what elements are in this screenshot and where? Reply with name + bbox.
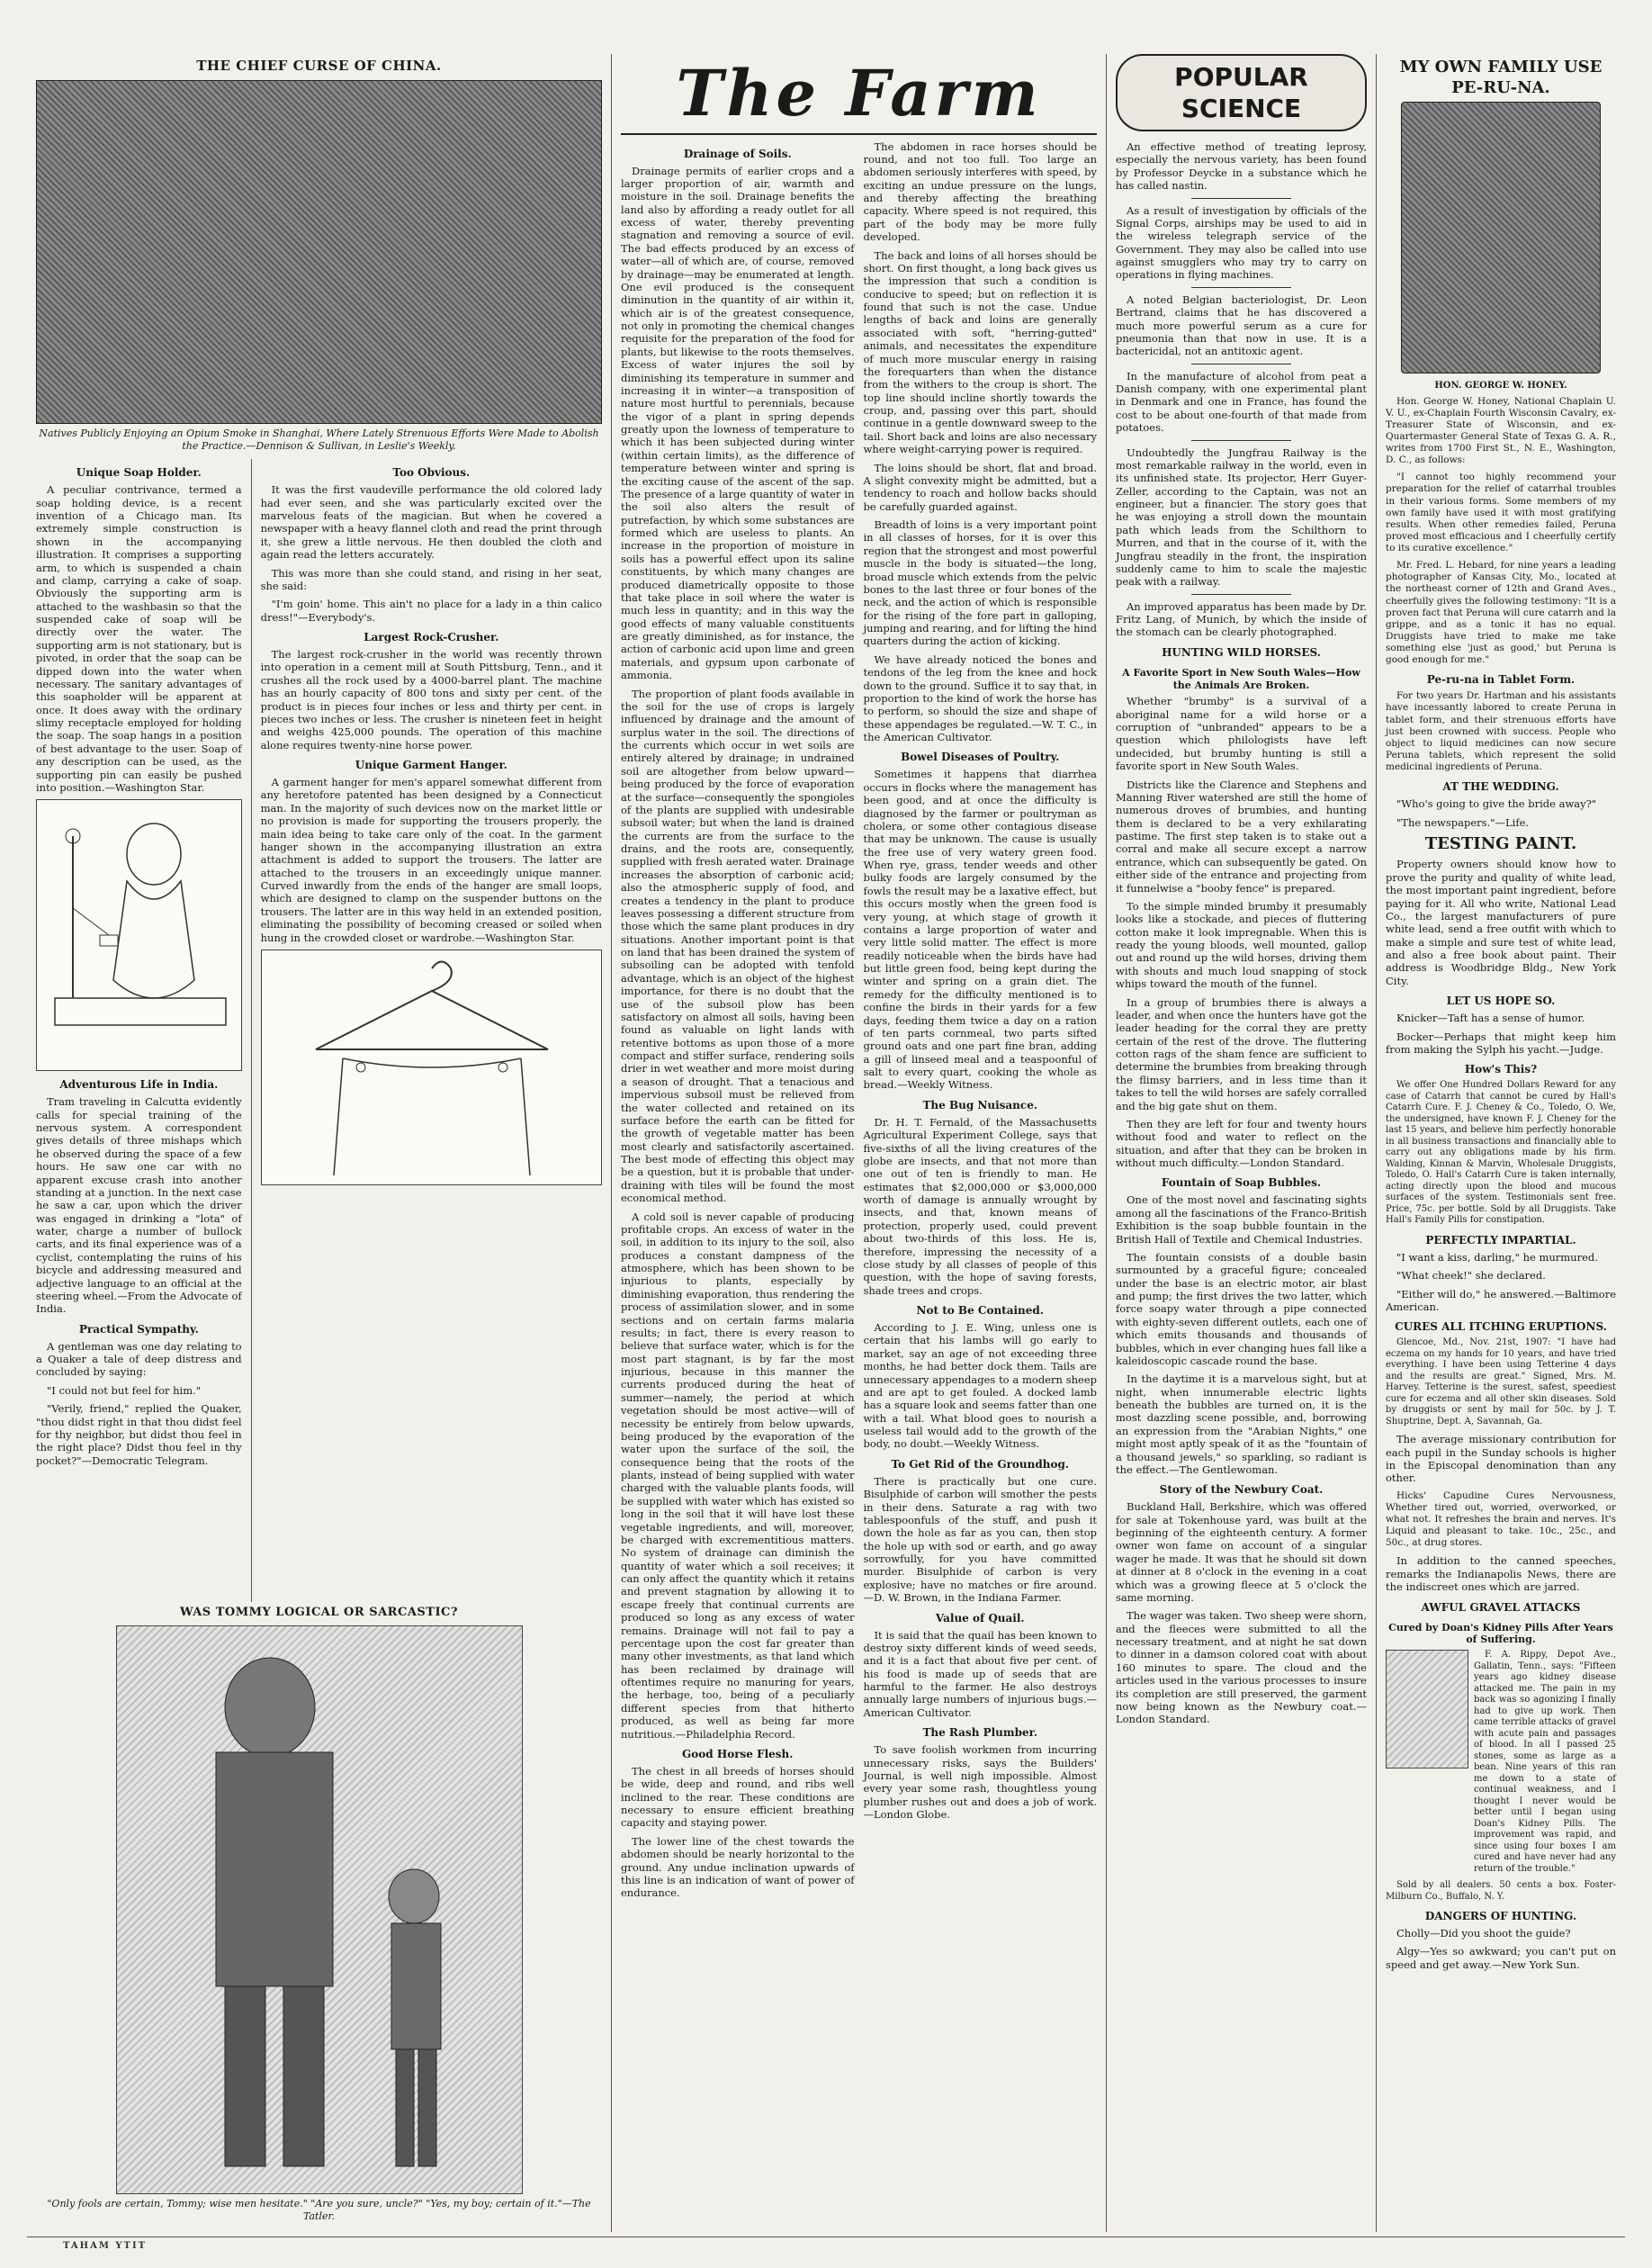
contained-heading: Not to Be Contained. <box>916 1304 1044 1317</box>
farm-two-column <box>621 140 1097 1905</box>
tommy-caption: "Only fools are certain, Tommy; wise men hesitate." "Are you sure, uncle?" "Yes, my boy; certain of it."—The Tatler. <box>47 2198 591 2222</box>
missionary-text: The average missionary contribution for each pupil in the Sunday schools is higher in the Episcopal denomination than any other. <box>1386 1433 1616 1485</box>
rock-crusher-text: The largest rock-crusher in the world was recently thrown into operation in a cement mill at South Pittsburg, Tenn., and it crushes all the rock used by a 4000-barrel plant. The machine has an hourly capacity of 800 tons and sixty per cent. of the product is in pieces four inches or less and thirty per cent. in pieces two inches or less. The crusher is nineteen feet in height and weighs 425,000 pounds. The operation of this machine alone requires twenty-nine horse power. <box>260 648 602 752</box>
wedding-text-2: "The newspapers."—Life. <box>1396 815 1530 829</box>
paint-heading: TESTING PAINT. <box>1424 833 1577 853</box>
drainage-text-1: Drainage permits of earlier crops and a larger proportion of air, warmth and moisture in the soil. Drainage benefits the land also by affording a ready outlet for all excess of water, thereby preventing stagnation and removing a source of evil. The bad effects produced by an excess of water—all of which are, of course, removed by drainage—may be enumerated at length. One evil produced is the consequent diminution in the quantity of air within it, which air is of the greatest consequence, not only in promoting the chemical changes requisite for the preparation of the food for plants, but likewise to the roots themselves. Excess of water injures the soil by diminishing its temperature in summer and increasing it in winter—a transposition of nature most hurtful to perennials, because the vigor of a plant in spring depends greatly upon the lowness of temperature to which it has been subjected during winter (within certain limits), as the difference of temperature between winter and spring is the exciting cause of the ascent of the sap. The presence of a large quantity of water in the soil also alters the result of putrefaction, by which some substances are formed which are useless to plants. An increase in the proportion of moisture in soils has a powerful effect upon its saline constituents, by which many changes are produced diametrically opposite to those that take place in soil where the water is much less in quantity; and in this way the good effects of many valuable constituents are greatly diminished, as for instance, the action of carbonic acid upon lime and green materials, and gypsum upon carbonate of ammonia. <box>621 164 855 682</box>
impartial-heading: PERFECTLY IMPARTIAL. <box>1425 1233 1576 1246</box>
garment-hanger-illustration <box>261 950 602 1185</box>
bug-heading: The Bug Nuisance. <box>922 1098 1038 1112</box>
tommy-section <box>27 1602 611 2232</box>
bubbles-text-1: One of the most novel and fascinating sights among all the fascinations of the Franco-British Exhibition is the soap bubble fountain in the British Hall of Textile and Chemical Industries. <box>1116 1193 1367 1246</box>
hunting-text-1: Cholly—Did you shoot the guide? <box>1396 1927 1571 1940</box>
too-obvious-text-3: "I'm goin' home. This ain't no place for a lady in a thin calico dress!"—Everybody's. <box>260 598 602 624</box>
horse-text-5: The loins should be short, flat and broad. A slight convexity might be admitted, but a tendency to roach and hollow backs should be carefully guarded against. <box>863 461 1097 513</box>
hope-heading: LET US HOPE SO. <box>1446 994 1556 1008</box>
footer-strip <box>27 2236 1625 2259</box>
india-text: Tram traveling in Calcutta evidently calls for special training of the nervous system. A correspondent gives details of three mishaps which he observed during the space of a few hours. He saw one car with no apparent excuse crash into another standing at a junction. In the next case he saw a car, upon which the driver was engaged in drinking a "lota" of water, charge a number of bullock carts, and its final experience was of a cyclist, contemplating the ruins of his bicycle and addressing measured and adjective language to an official at the steering wheel.—From the Advocate of India. <box>36 1095 242 1316</box>
science-text-4: In the manufacture of alcohol from peat a Danish company, with one experimental plant in Denmark and one in France, has found the cost to be about one-fourth of that made from potatoes. <box>1116 369 1367 435</box>
wild-horses-text-1: Whether "brumby" is a survival of a aboriginal name for a wild horse or a corruption of "unbranded" appears to be a question which philologists have left undecided, but brumby hunting is still a favorite sport in New South Wales. <box>1116 695 1367 773</box>
newbury-coat-text-2: The wager was taken. Two sheep were shorn, and the fleeces were submitted to all the necessary treatment, and at night he sat down to dinner in a damson colored coat with about 160 minutes to spare. The cloud and the articles used in the various processes to insure its completion are still preserved, the garment now being known as the Newbury coat.—London Standard. <box>1116 1609 1367 1726</box>
soap-holder-heading: Unique Soap Holder. <box>76 466 202 480</box>
science-text-6: An improved apparatus has been made by Dr. Fritz Lang, of Munich, by which the inside of the stomach can be clearly photographed. <box>1116 599 1367 639</box>
drainage-text-2: The proportion of plant foods available in the soil for the use of crops is largely influenced by drainage and the amount of surplus water in the soil. The directions of the currents which occur in wet soils are entirely altered by drainage; in undrained soil are altogether from below upward—being produced by the force of evaporation at the surface—consequently the spongioles of the plants are supplied with undesirable subsoil water; but when the land is drained the currents are from the surface to the drains, and the roots are, consequently, supplied with fresh aerated water. Drainage increases the absorption of carbonic acid; also the atmospheric supply of food, and creates a tendency in the plant to produce leaves possessing a different structure from those which the same plant produces in dry situations. Another important point is that on land that has been drained the system of subsoiling can be adopted with tenfold advantage, which is an object of the highest importance, for there is no doubt that the use of the subsoil plow has been satisfactory on almost all soils, having been found as valuable on light lands with retentive bottoms as upon those of a more compact and stiffer surface, rendering soils drier in wet weather and more moist during a season of drought. That a tenacious and impervious subsoil must be relieved from the water collected and retained on its surface before the earth can be fitted for the growth of vegetable matter has been most clearly and satisfactorily ascertained. The best mode of effecting this object may be a question, but it is probable that under-draining with tiles will be found the most economical method. <box>621 687 855 1205</box>
bug-text: Dr. H. T. Fernald, of the Massachusetts Agricultural Experiment College, says that five-sixths of all the living creatures of the globe are insects, and that not more than one out of ten is friendly to man. He estimates that $2,000,000 or $3,000,000 worth of damage is annually wrought by insects, and that, known means of protection, properly used, could prevent about two-thirds of this loss. He is, therefore, impressing the necessity of a close study by all classes of people of this question, with the hope of saving forests, shade trees and crops. <box>863 1115 1097 1297</box>
rippy-portrait <box>1386 1650 1468 1768</box>
wild-horses-text-5: Then they are left for four and twenty hours without food and water to reflect on the situation, and after that they can be broken in without much difficulty.—London Standard. <box>1116 1117 1367 1169</box>
sympathy-heading: Practical Sympathy. <box>78 1322 199 1336</box>
science-text-3: A noted Belgian bacteriologist, Dr. Leon Bertrand, claims that he has discovered a much more powerful serum as a cure for pneumonia than that now in use. It is a bactericidal, not an antitoxic agent. <box>1116 292 1367 358</box>
honey-portrait <box>1401 102 1601 374</box>
speeches-text: In addition to the canned speeches, remarks the Indianapolis News, there are the indiscreet ones which are jarred. <box>1386 1554 1616 1594</box>
hows-heading: How's This? <box>1464 1063 1538 1076</box>
wild-horses-heading: HUNTING WILD HORSES. <box>1162 645 1321 659</box>
portrait-caption: HON. GEORGE W. HONEY. <box>1434 381 1567 391</box>
column-farm <box>612 54 1107 2232</box>
drainage-heading: Drainage of Soils. <box>683 147 792 160</box>
horse-text-3: The abdomen in race horses should be round, and not too full. Too large an abdomen seriously interferes with speed, by exciting an undue pressure on the lungs, and thereby affecting the breathing capacity. Where speed is not required, this part of the body may be more fully developed. <box>863 140 1097 244</box>
column-science <box>1107 54 1377 2232</box>
sympathy-text-1: A gentleman was one day relating to a Quaker a tale of deep distress and concluded by saying: <box>36 1339 242 1379</box>
divider <box>1191 287 1292 288</box>
peruna-text-1: Hon. George W. Honey, National Chaplain U. V. U., ex-Chaplain Fourth Wisconsin Cavalry, ex-Treasurer State of Wisconsin, and ex-Quartermaster General State of Texas G. A. R., writes from 1700 First St., N. E., Washington, D. C., as follows: <box>1386 395 1616 466</box>
gravel-subheading: Cured by Doan's Kidney Pills After Years of Suffering. <box>1388 1621 1613 1646</box>
impartial-text-3: "Either will do," he answered.—Baltimore American. <box>1386 1287 1616 1313</box>
groundhog-text: There is practically but one cure. Bisulphide of carbon will smother the pests in their dens. Saturate a rag with two tablespoonfuls of the stuff, and push it down the hole as far as you can, then stop the hole up with sod or earth, and go away sorrowfully, for you have committed murder. Bisulphide of carbon is very explosive; have no matches or fire around.—D. W. Brown, in the Indiana Farmer. <box>863 1474 1097 1605</box>
soap-holder-illustration <box>36 799 242 1071</box>
column-2 <box>252 459 611 1602</box>
science-text-5: Undoubtedly the Jungfrau Railway is the most remarkable railway in the world, even in its unfinished state. Its projector, Herr Guyer-Zeller, according to the Captain, was not an engineer, but a financier. The story goes that he was enjoying a stroll down the mountain path which leads from the Schilthorn to Murren, and that in the course of it, with the Jungfrau steadily in the front, the inspiration suddenly came to him to scale the majestic peak with a railway. <box>1116 446 1367 589</box>
column-ads <box>1377 54 1625 2232</box>
column-1 <box>27 54 612 2232</box>
tablet-heading: Pe-ru-na in Tablet Form. <box>1426 673 1576 687</box>
poultry-heading: Bowel Diseases of Poultry. <box>901 751 1060 764</box>
peruna-text-3: Mr. Fred. L. Hebard, for nine years a leading photographer of Kansas City, Mo., located at the northeast corner of 12th and Grand Aves., cheerfully gives the following testimony: "It is a proven fact that Peruna will cure catarrh and la grippe, and as a tonic it has no equal. Druggists have tried to make me take something else 'just as good,' but Peruna is good enough for me." <box>1386 560 1616 666</box>
newbury-coat-heading: Story of the Newbury Coat. <box>1159 1483 1324 1497</box>
gravel-text-2: Sold by all dealers. 50 cents a box. Foster-Milburn Co., Buffalo, N. Y. <box>1386 1880 1616 1902</box>
hunting-heading: DANGERS OF HUNTING. <box>1424 1910 1577 1922</box>
paint-text: Property owners should know how to prove the purity and quality of white lead, the most important paint ingredient, before paying for it. All who write, National Lead Co., the largest manufacturers of pure white lead, send a free outfit with which to make a simple and sure test of white lead, and also a free book about paint. Their address is Woodbridge Bldg., New York City. <box>1386 858 1616 987</box>
drainage-text-3: A cold soil is never capable of producing profitable crops. An excess of water in the soil, in addition to its injury to the soil, also produces a constant dampness of the atmosphere, which has been shown to be injurious to plants, especially by diminishing evaporation, thus rendering the process of assimilation slower, and in some sections and on certain farms malaria results; in fact, there is every reason to believe that surface water, which is for the most part stagnant, is by far the most injurious, because in this manner the currents produced during the heat of summer—namely, the period at which vegetation should be most active—will of necessity be entirely from below upwards, being produced by the evaporation of the water upon the surface of the soil, the consequence being that the roots of the plants, instead of being supplied with water charged with the valuable plants foods, will be supplied with water which has existed so long in the soil that it will have lost these vegetable ingredients, and will, moreover, be charged with excrementitious matters. No system of drainage can diminish the quantity of water which a soil receives; it can only affect the quantity which it retains and prevent stagnation by allowing it to escape freely that continual currents are produced so long as any excess of water remains. Drainage will not fail to pay a percentage upon the cost far greater than many other investments, as that land which has been reclaimed by drainage will oftentimes require no manuring for years, the herbage, too, being of a peculiarly different species from that hitherto produced, as well as being far more nutritious.—Philadelphia Record. <box>621 1210 855 1741</box>
bubbles-text-2: The fountain consists of a double basin surmounted by a graceful figure; concealed under the base is an electric motor, air blast and pump; the first drives the two latter, which force soapy water through a pipe connected with eighty-seven different outlets, each one of which emits thousands and thousands of bubbles, which in ever changing hues fall like a kaleidoscopic cascade round the base. <box>1116 1250 1367 1367</box>
woman-washbasin-sketch <box>37 800 242 1068</box>
too-obvious-heading: Too Obvious. <box>392 466 471 480</box>
hope-text-2: Bocker—Perhaps that might keep him from making the Sylph his yacht.—Judge. <box>1386 1030 1616 1056</box>
horse-text-7: We have already noticed the bones and tendons of the leg from the knee and hock down to the ground. Suffice it to say that, in proportion to the kind of work the horse has to perform, so should the size and shape of these appendages be regulated.—W. T. C., in the American Cultivator. <box>863 652 1097 743</box>
column-1a <box>27 459 252 1602</box>
tommy-illustration <box>116 1625 523 2194</box>
divider <box>1191 440 1292 441</box>
sympathy-text-2: "I could not but feel for him." <box>47 1383 202 1397</box>
farm-masthead: The Farm <box>621 54 1097 135</box>
peruna-headline: MY OWN FAMILY USE PE-RU-NA. <box>1399 58 1603 97</box>
contained-text: According to J. E. Wing, unless one is certain that his lambs will go early to market, say an age of not exceeding three months, he had better dock them. Tails are unnecessary appendages to a modern sheep and are apt to get fouled. A docked lamb has a square look and seems fatter than one with a tail. What blood goes to nourish a useless tail would add to the growth of the body, no doubt.—Weekly Witness. <box>863 1321 1097 1451</box>
divider <box>1191 198 1292 199</box>
wedding-text-1: "Who's going to give the bride away?" <box>1396 797 1597 811</box>
garment-hanger-text: A garment hanger for men's apparel somewhat different from any heretofore patented has been designed by a Connecticut man. In the majority of such devices now on the market little or no provision is made for supporting the trousers properly, the main idea being to take care only of the coat. In the garment hanger shown in the accompanying illustration an extra attachment is added to support the trousers. The latter are attached to the trousers in an exceedingly unique manner. Curved inwardly from the ends of the hanger are small loops, which are designed to clamp on the suspender buttons on the trousers. The latter are in this way held in an extended position, eliminating the possibility of becoming creased or soiled when hung in the crowded closet or wardrobe.—Washington Star. <box>260 776 602 944</box>
man-and-boy-sketch <box>117 1626 522 2193</box>
plumber-text: To save foolish workmen from incurring unnecessary risks, says the Builders' Journal, is well nigh impossible. Almost every year some rash, thoughtless young plumber rushes out and does a job of work.—London Globe. <box>863 1743 1097 1821</box>
quail-heading: Value of Quail. <box>935 1611 1025 1624</box>
plumber-heading: The Rash Plumber. <box>922 1726 1038 1740</box>
horse-text-1: The chest in all breeds of horses should be wide, deep and round, and ribs well inclined to the rear. These conditions are necessary to ensure efficient breathing capacity and staying power. <box>621 1764 855 1830</box>
soap-holder-text: A peculiar contrivance, termed a soap holding device, is a recent invention of a Chicago man. Its extremely simple construction is shown in the accompanying illustration. It comprises a supporting arm, to which is suspended a chain and clamp, carrying a cake of soap. Obviously the supporting arm is attached to the washbasin so that the suspended cake of soap will be directly over the water. The supporting arm is not stationary, but is pivoted, in order that the soap can be dipped down into the water when necessary. The sanitary advantages of this soapholder will be apparent at once. It does away with the ordinary slimy receptacle employed for holding the soap. The soap hangs in a position of best advantage to the user. Soap of any description can be used, as the supporting pin can easily be pushed into position.—Washington Star. <box>36 483 242 794</box>
bubbles-heading: Fountain of Soap Bubbles. <box>1161 1176 1322 1190</box>
wild-horses-text-2: Districts like the Clarence and Stephens and Manning River watershed are still the home of numerous droves of brumbies, and hunting them is declared to be a very exhilarating pastime. The first step taken is to stake out a corral and make all secure except a narrow entrance, which can subsequently be gated. On either side of the entrance and projecting from it funnelwise a "booby fence" is prepared. <box>1116 778 1367 895</box>
wedding-heading: AT THE WEDDING. <box>1442 780 1559 794</box>
poultry-text: Sometimes it happens that diarrhea occurs in flocks where the management has been good, and at once the difficulty is diagnosed by the farmer or poultryman as cholera, or some other contagious disease that may be unknown. The cause is usually the free use of very watery green food. When rye, grass, tender weeds and other bulky foods are largely consumed by the fowls the result may be a laxative effect, but this occurs mostly when the green food is very young, at which stage of growth it contains a large proportion of water and very little solid matter. The effect is more readily noticeable when the birds have had but little green food, being kept during the winter and spring on a grain diet. The remedy for the difficulty mentioned is to confine the birds in their yards for a few days, feeding them twice a day on a ration of ten parts cornmeal, two parts sifted ground oats and one part fine bran, adding a gill of linseed meal and a teaspoonful of salt to every quart, cooking the whole as bread.—Weekly Witness. <box>863 768 1097 1092</box>
horse-text-6: Breadth of loins is a very important point in all classes of horses, for it is over this region that the strongest and most powerful muscle in the body is situated—the long, broad muscle which extends from the pelvic bones to the last three or four bones of the neck, and the action of which is responsible for the rising of the fore part in galloping, jumping and rearing, and for lifting the hind quarters during the action of kicking. <box>863 518 1097 648</box>
hicks-text: Hicks' Capudine Cures Nervousness, Whether tired out, worried, overworked, or what not. It refreshes the brain and nerves. It's Liquid and pleasant to take. 10c., 25c., and 50c., at drug stores. <box>1386 1490 1616 1549</box>
hanger-sketch <box>262 950 602 1183</box>
wild-horses-text-4: In a group of brumbies there is always a leader, and when once the hunters have got the leader heading for the corral they are pretty certain of the rest of the drove. The fluttering cotton rags of the sham fence are sufficient to determine the brumbies from breaking through the flimsy barriers, and in less time than it takes to tell the wild horses are safely corralled and the big gate shut on them. <box>1116 995 1367 1112</box>
chief-curse-headline: THE CHIEF CURSE OF CHINA. <box>196 58 442 74</box>
science-masthead: POPULAR SCIENCE <box>1116 54 1367 131</box>
opium-photo <box>36 80 602 424</box>
chief-curse-section <box>27 54 611 459</box>
newbury-coat-text-1: Buckland Hall, Berkshire, which was offered for sale at Tokenhouse yard, was built at the beginning of the eighteenth century. A former owner won fame on account of a singular wager he made. It was that he should sit down at dinner at 8 o'clock in the evening in a coat which was a growing fleece at 5 o'clock the same morning. <box>1116 1500 1367 1604</box>
gravel-text-1: F. A. Rippy, Depot Ave., Gallatin, Tenn., says: "Fifteen years ago kidney disease attacked me. The pain in my back was so agonizing I finally had to give up work. Then came terrible attacks of gravel with acute pain and passages of blood. In all I passed 25 stones, some as large as a bean. Nine years of this ran me down to a state of continual weakness, and I thought I never would be better until I began using Doan's Kidney Pills. The improvement was rapid, and since using four boxes I am cured and have never had any return of the trouble." <box>1474 1650 1616 1874</box>
science-text-2: As a result of investigation by officials of the Signal Corps, airships may be used to aid in the wireless telegraph service of the Government. They may also be called into use against smugglers who may try to carry on operations in flying machines. <box>1116 203 1367 282</box>
quail-text: It is said that the quail has been known to destroy sixty different kinds of weed seeds, and it is a fact that about five per cent. of his food is made up of seeds that are harmful to the farmer. He also destroys annually large numbers of injurious bugs.—American Cultivator. <box>863 1628 1097 1719</box>
wild-horses-subheading: A Favorite Sport in New South Wales—How the Animals Are Broken. <box>1122 666 1360 691</box>
peruna-text-2: "I cannot too highly recommend your preparation for the relief of catarrhal troubles in their various forms. Some members of my own family have used it with most gratifying results. When other remedies failed, Peruna proved most efficacious and I cheerfully certify to its curative excellence." <box>1386 472 1616 554</box>
footer-text: TAHAM YTIT <box>63 2241 148 2251</box>
itching-heading: CURES ALL ITCHING ERUPTIONS. <box>1395 1320 1607 1334</box>
india-heading: Adventurous Life in India. <box>59 1078 219 1092</box>
tommy-headline: WAS TOMMY LOGICAL OR SARCASTIC? <box>179 1606 459 1619</box>
garment-hanger-heading: Unique Garment Hanger. <box>355 759 507 771</box>
horse-text-2: The lower line of the chest towards the abdomen should be nearly horizontal to the ground. Any undue inclination upwards of this line is an indication of want of power of endurance. <box>621 1834 855 1900</box>
hows-text: We offer One Hundred Dollars Reward for any case of Catarrh that cannot be cured by Hall's Catarrh Cure. F. J. Cheney & Co., Toledo, O. We, the undersigned, have known F. J. Cheney for the last 15 years, and believe him perfectly honorable in all business transactions and financially able to carry out any obligations made by his firm. Walding, Kinnan & Marvin, Wholesale Druggists, Toledo, O. Hall's Catarrh Cure is taken internally, acting directly upon the blood and mucous surfaces of the system. Testimonials sent free. Price, 75c. per bottle. Sold by all Druggists. Take Hall's Family Pills for constipation. <box>1386 1080 1616 1226</box>
impartial-text-1: "I want a kiss, darling," he murmured. <box>1396 1250 1598 1264</box>
wild-horses-text-3: To the simple minded brumby it presumably looks like a stockade, and pieces of fluttering cotton make it look impregnable. When this is ready the young bloods, well mounted, gallop out and round up the wild horses, driving them with shouts and much loud snapping of stock whips toward the mouth of the funnel. <box>1116 899 1367 991</box>
tablet-text: For two years Dr. Hartman and his assistants have incessantly labored to create Peruna in tablet form, and their strenuous efforts have just been crowned with success. People who object to liquid medicines can now secure Peruna tablets, which represent the solid medicinal ingredients of Peruna. <box>1386 690 1616 772</box>
science-text-1: An effective method of treating leprosy, especially the nervous variety, has been found by Professor Deycke in a substance which he has called nastin. <box>1116 140 1367 193</box>
gravel-heading: AWFUL GRAVEL ATTACKS <box>1421 1600 1581 1614</box>
divider <box>1191 594 1292 595</box>
horse-heading: Good Horse Flesh. <box>682 1747 794 1760</box>
rock-crusher-heading: Largest Rock-Crusher. <box>364 631 499 644</box>
too-obvious-text-2: This was more than she could stand, and rising in her seat, she said: <box>260 566 602 592</box>
bubbles-text-3: In the daytime it is a marvelous sight, but at night, when innumerable electric lights beneath the bubbles are turned on, it is the most dazzling scene possible, and, borrowing an expression from the "Arabian Nights," one might most aptly speak of it as the "fountain of a thousand jewels," so sparkling, so radiant is the effect.—The Gentlewoman. <box>1116 1372 1367 1476</box>
opium-photo-caption: Natives Publicly Enjoying an Opium Smoke in Shanghai, Where Lately Strenuous Efforts Were Made to Abolish the Practice.—Dennison & Sullivan, in Leslie's Weekly. <box>39 427 599 452</box>
hope-text-1: Knicker—Taft has a sense of humor. <box>1396 1012 1585 1025</box>
itching-text: Glencoe, Md., Nov. 21st, 1907: "I have had eczema on my hands for 10 years, and have tried everything. I have been using Tetterine 4 days and the results are great." Signed, Mrs. M. Harvey. Tetterine is the surest, safest, speediest cure for eczema and all other skin diseases. Sold by druggists or sent by mail for 50c. by J. T. Shuptrine, Dept. A, Savannah, Ga. <box>1386 1337 1616 1426</box>
hunting-text-2: Algy—Yes so awkward; you can't put on speed and get away.—New York Sun. <box>1386 1945 1616 1971</box>
horse-text-4: The back and loins of all horses should be short. On first thought, a long back gives us the impression that such a condition is conducive to speed; but on reflection it is found that such is not the case. Undue lengths of back and loins are generally associated with soft, "herring-gutted" animals, and necessitates the expenditure of much more muscular energy in raising the forequarters than when the distance from the withers to the croup is short. The top line should incline shortly towards the croup, and, passing over this part, should continue in a gentle downward sweep to the tail. Short back and loins are also necessary where weight-carrying power is required. <box>863 248 1097 456</box>
sympathy-text-3: "Verily, friend," replied the Quaker, "thou didst right in that thou didst feel for thy neighbor, but didst thou feel in the right place? Didst thou feel in thy pocket?"—Democratic Telegram. <box>36 1402 242 1467</box>
groundhog-heading: To Get Rid of the Groundhog. <box>891 1457 1070 1471</box>
too-obvious-text-1: It was the first vaudeville performance the old colored lady had ever seen, and she was particularly excited over the marvelous feats of the magician. But when he covered a newspaper with a heavy flannel cloth and read the print through it, she grew a little nervous. He then doubled the cloth and again read the letters accurately. <box>260 483 602 562</box>
impartial-text-2: "What cheek!" she declared. <box>1396 1269 1546 1282</box>
